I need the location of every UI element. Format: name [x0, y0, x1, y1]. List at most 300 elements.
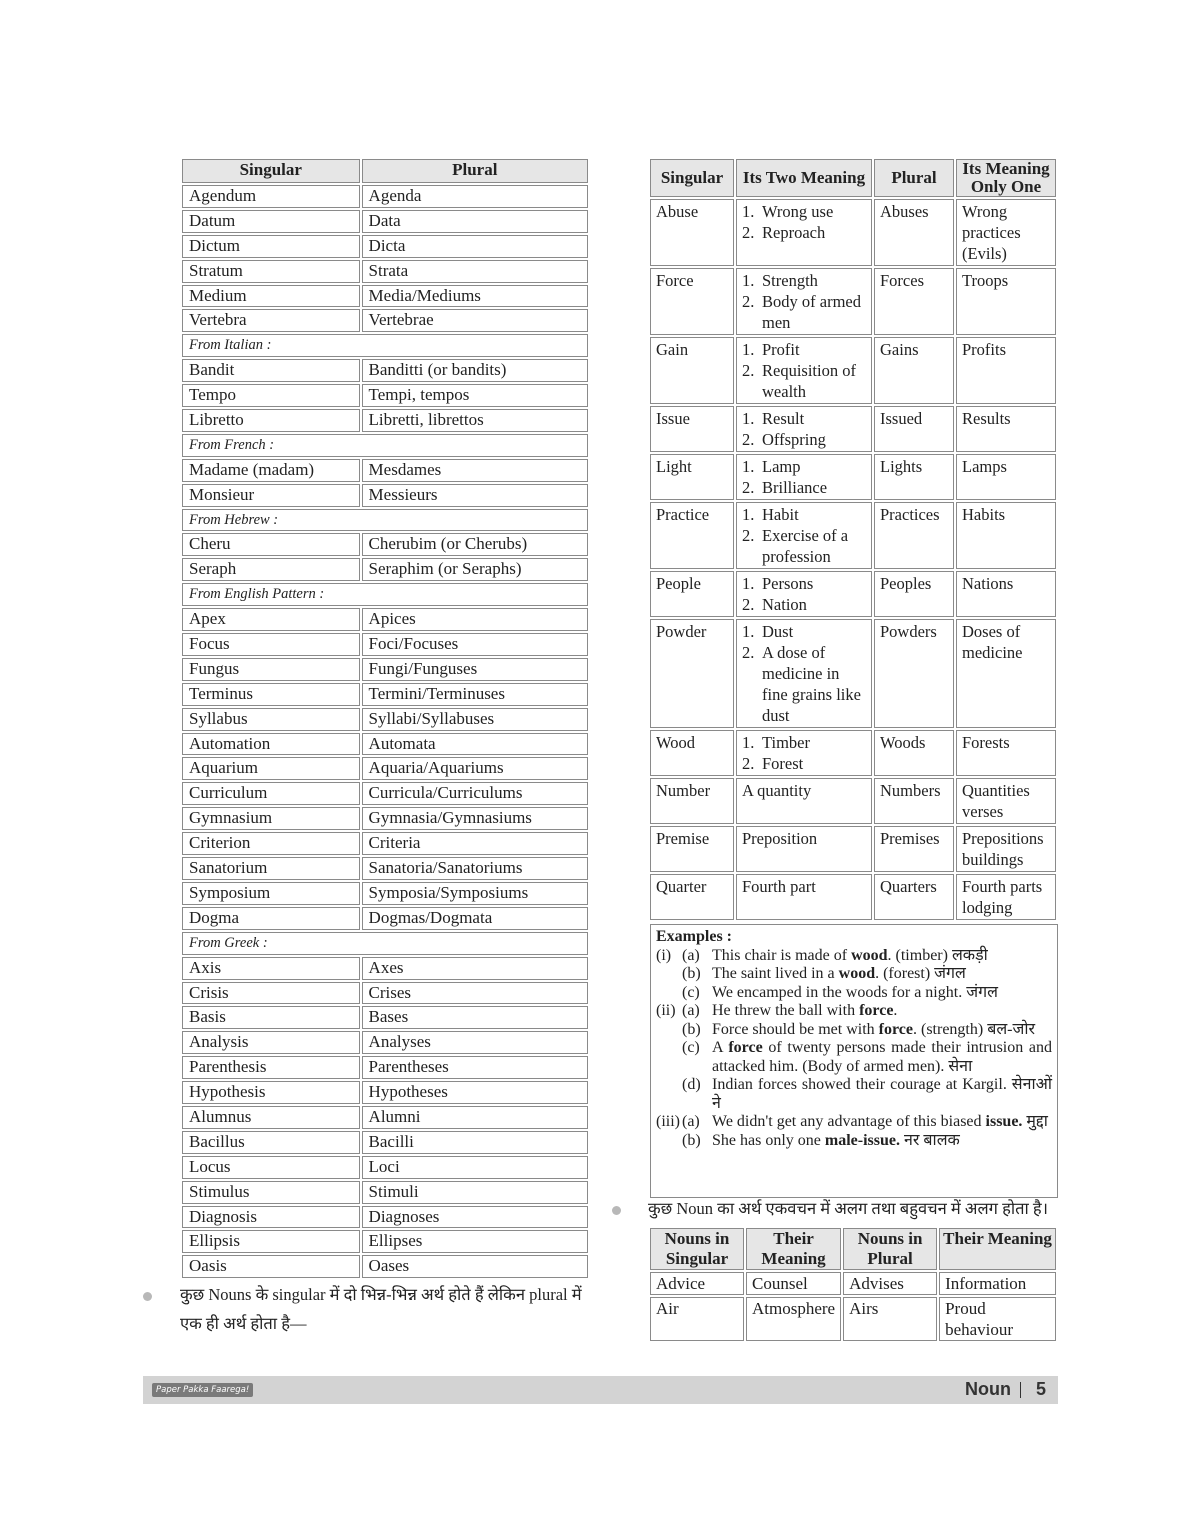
meaning-item — [742, 201, 866, 222]
plural-meaning-cell: Quantities verses — [956, 778, 1056, 824]
plural-cell: Parentheses — [362, 1056, 588, 1079]
meaning-text: Lamp — [762, 457, 801, 476]
column-header-nouns-singular: Nouns in Singular — [650, 1228, 744, 1270]
plural-cell: Crises — [362, 982, 588, 1005]
meanings-list — [742, 621, 866, 726]
example-number — [656, 1021, 682, 1040]
table-row — [182, 260, 588, 283]
meaning-item — [742, 732, 866, 753]
meaning-text: Forest — [762, 754, 804, 773]
plural-meaning-cell: Nations — [956, 571, 1056, 617]
column-header-plural: Plural — [362, 159, 588, 183]
singular-plural-table — [180, 157, 590, 1280]
meanings-cell — [736, 619, 872, 728]
examples-list — [656, 947, 1052, 1151]
table-row — [182, 1081, 588, 1104]
example-text — [712, 1132, 1052, 1151]
table-body — [182, 185, 588, 1278]
table-cell: Air — [650, 1297, 744, 1341]
meanings-list — [742, 504, 866, 567]
singular-cell: Abuse — [650, 199, 734, 266]
table-row — [182, 708, 588, 731]
table-cell: Advice — [650, 1272, 744, 1295]
example-number — [656, 965, 682, 984]
meaning-number: 2. — [742, 478, 755, 497]
table-row — [182, 1255, 588, 1278]
meaning-text: Profit — [762, 340, 800, 359]
singular-cell: Wood — [650, 730, 734, 776]
meaning-item — [742, 525, 866, 567]
table-row — [182, 235, 588, 258]
example-keyword: force — [878, 1020, 913, 1038]
singular-cell: Alumnus — [182, 1106, 360, 1129]
meaning-text: Requisition of wealth — [762, 361, 856, 401]
table-row — [182, 733, 588, 756]
publisher-logo: Paper Pakka Faarega! — [152, 1383, 253, 1397]
plural-cell: Powders — [874, 619, 954, 728]
example-keyword: wood — [838, 965, 876, 982]
meaning-item — [742, 456, 866, 477]
singular-cell: Syllabus — [182, 708, 360, 731]
meanings-list — [742, 201, 866, 243]
example-text — [712, 1021, 1052, 1040]
meaning-number: 1. — [742, 574, 755, 593]
example-text — [712, 984, 1052, 1003]
meaning-item — [742, 573, 866, 594]
singular-cell: Symposium — [182, 882, 360, 905]
meaning-text: Offspring — [762, 430, 826, 449]
plural-cell: Sanatoria/Sanatoriums — [362, 857, 588, 880]
section-label: From English Pattern : — [182, 583, 588, 606]
meaning-text: Body of armed men — [762, 292, 861, 332]
table-row — [182, 608, 588, 631]
table-row — [182, 1230, 588, 1253]
table-cell: Counsel — [746, 1272, 841, 1295]
plural-cell: Axes — [362, 957, 588, 980]
singular-cell: Libretto — [182, 409, 360, 432]
chapter-title: Noun — [965, 1379, 1011, 1399]
table-body — [650, 199, 1056, 920]
table-row — [650, 199, 1056, 266]
example-pre: The saint lived in a — [712, 965, 839, 982]
table-cell: Airs — [843, 1297, 937, 1341]
plural-cell: Libretti, librettos — [362, 409, 588, 432]
plural-cell: Stimuli — [362, 1181, 588, 1204]
meanings-list — [742, 573, 866, 615]
meanings-list — [742, 732, 866, 774]
table-header-row — [650, 1228, 1056, 1270]
example-letter: (b) — [682, 965, 701, 982]
table-row — [182, 285, 588, 308]
plural-meaning-cell: Lamps — [956, 454, 1056, 500]
example-item — [656, 1132, 1052, 1151]
example-keyword: issue. — [985, 1113, 1023, 1130]
column-header-singular: Singular — [182, 159, 360, 183]
meaning-number: 1. — [742, 457, 755, 476]
plural-cell: Premises — [874, 826, 954, 872]
section-label: From Italian : — [182, 334, 588, 357]
example-post: . (strength) बल-जोर — [912, 1020, 1036, 1038]
plural-cell: Media/Mediums — [362, 285, 588, 308]
table-row — [182, 982, 588, 1005]
plural-cell: Foci/Focuses — [362, 633, 588, 656]
table-row — [182, 782, 588, 805]
example-letter: (a) — [682, 1113, 700, 1130]
bullet-icon — [612, 1206, 621, 1215]
example-item — [656, 1039, 1052, 1076]
table-cell: Information — [939, 1272, 1056, 1295]
example-pre: Force should be met with — [712, 1020, 879, 1038]
meaning-text: Habit — [762, 505, 799, 524]
singular-cell: Stratum — [182, 260, 360, 283]
right-note: कुछ Noun का अर्थ एकवचन में अलग तथा बहुवचन में अलग होता है। — [648, 1199, 1048, 1218]
meaning-number: 1. — [742, 202, 755, 221]
section-label: From Hebrew : — [182, 509, 588, 532]
plural-cell: Aquaria/Aquariums — [362, 757, 588, 780]
example-item — [656, 947, 1052, 966]
meaning-number: 2. — [742, 223, 755, 242]
example-keyword: force — [728, 1039, 763, 1056]
singular-cell: Seraph — [182, 558, 360, 581]
table-row — [182, 409, 588, 432]
meaning-text: Persons — [762, 574, 814, 593]
meanings-list — [742, 339, 866, 402]
table-row — [650, 619, 1056, 728]
example-post: मुद्दा — [1022, 1113, 1048, 1130]
example-post: of twenty persons made their intrusion and attacked him. (Body of armed men). सेना — [712, 1039, 1053, 1075]
meaning-item — [742, 429, 866, 450]
singular-cell: People — [650, 571, 734, 617]
singular-cell: Dictum — [182, 235, 360, 258]
example-text — [712, 947, 1052, 966]
plural-cell: Seraphim (or Seraphs) — [362, 558, 588, 581]
meaning-item — [742, 504, 866, 525]
example-item — [656, 1113, 1052, 1132]
table-row — [182, 757, 588, 780]
singular-cell: Oasis — [182, 1255, 360, 1278]
singular-cell: Stimulus — [182, 1181, 360, 1204]
meaning-number: 2. — [742, 361, 755, 380]
plural-meaning-cell: Fourth parts lodging — [956, 874, 1056, 920]
plural-cell: Diagnoses — [362, 1206, 588, 1229]
singular-cell: Parenthesis — [182, 1056, 360, 1079]
table-row — [182, 1206, 588, 1229]
singular-cell: Focus — [182, 633, 360, 656]
meanings-cell: A quantity — [736, 778, 872, 824]
table-row — [182, 857, 588, 880]
table-row — [182, 309, 588, 332]
singular-cell: Apex — [182, 608, 360, 631]
meaning-text: Exercise of a profession — [762, 526, 849, 566]
singular-cell: Datum — [182, 210, 360, 233]
example-letter: (b) — [682, 1131, 701, 1149]
meanings-cell — [736, 730, 872, 776]
table-row — [182, 1131, 588, 1154]
meaning-number: 2. — [742, 754, 755, 773]
plural-cell: Gains — [874, 337, 954, 404]
table-row — [650, 502, 1056, 569]
meaning-item — [742, 222, 866, 243]
singular-cell: Gain — [650, 337, 734, 404]
example-item — [656, 965, 1052, 984]
singular-cell: Hypothesis — [182, 1081, 360, 1104]
meanings-cell — [736, 337, 872, 404]
table-row — [182, 1181, 588, 1204]
plural-meaning-cell: Troops — [956, 268, 1056, 335]
example-pre: We encamped in the woods for a night. जंगल — [712, 983, 998, 1001]
meanings-cell — [736, 268, 872, 335]
singular-cell: Powder — [650, 619, 734, 728]
plural-cell: Tempi, tempos — [362, 384, 588, 407]
meanings-list — [742, 270, 866, 333]
plural-cell: Vertebrae — [362, 309, 588, 332]
table-row — [650, 268, 1056, 335]
meaning-text: Nation — [762, 595, 807, 614]
table-row — [182, 1156, 588, 1179]
singular-cell: Fungus — [182, 658, 360, 681]
meaning-item — [742, 621, 866, 642]
singular-cell: Crisis — [182, 982, 360, 1005]
singular-cell: Premise — [650, 826, 734, 872]
example-post: . — [893, 1002, 898, 1019]
example-pre: He threw the ball with — [712, 1002, 860, 1019]
singular-cell: Dogma — [182, 907, 360, 930]
singular-cell: Bandit — [182, 359, 360, 382]
example-number: (ii) — [656, 1002, 676, 1019]
example-number — [656, 1132, 682, 1151]
meaning-number: 1. — [742, 622, 755, 641]
example-letter: (a) — [682, 1002, 700, 1019]
meaning-text: Wrong use — [762, 202, 834, 221]
singular-cell: Force — [650, 268, 734, 335]
example-keyword: male-issue. — [824, 1131, 900, 1149]
plural-cell: Hypotheses — [362, 1081, 588, 1104]
example-text — [712, 1002, 1052, 1021]
plural-cell: Termini/Terminuses — [362, 683, 588, 706]
left-note: कुछ Nouns के singular में दो भिन्न-भिन्न अर्थ होते हैं लेकिन plural में एक ही अर्थ होता है— — [180, 1285, 582, 1333]
singular-cell: Quarter — [650, 874, 734, 920]
meaning-item — [742, 753, 866, 774]
singular-cell: Sanatorium — [182, 857, 360, 880]
meaning-item — [742, 360, 866, 402]
singular-cell: Ellipsis — [182, 1230, 360, 1253]
section-label: From Greek : — [182, 932, 588, 955]
meaning-text: A dose of medicine in fine grains like dust — [762, 643, 861, 725]
table-row — [182, 533, 588, 556]
singular-cell: Aquarium — [182, 757, 360, 780]
plural-cell: Syllabi/Syllabuses — [362, 708, 588, 731]
singular-cell: Bacillus — [182, 1131, 360, 1154]
meaning-number: 2. — [742, 292, 755, 311]
plural-cell: Cherubim (or Cherubs) — [362, 533, 588, 556]
plural-cell: Data — [362, 210, 588, 233]
column-header-two-meaning: Its Two Meaning — [736, 159, 872, 197]
singular-cell: Issue — [650, 406, 734, 452]
meaning-number: 1. — [742, 505, 755, 524]
bullet-icon — [143, 1292, 152, 1301]
table-row — [182, 633, 588, 656]
plural-cell: Agenda — [362, 185, 588, 208]
table-row — [182, 359, 588, 382]
meaning-item — [742, 408, 866, 429]
example-number: (iii) — [656, 1113, 680, 1130]
table-row — [182, 882, 588, 905]
table-row — [650, 406, 1056, 452]
table-body — [650, 1272, 1056, 1341]
plural-cell: Automata — [362, 733, 588, 756]
meaning-number: 2. — [742, 526, 755, 545]
plural-cell: Curricula/Curriculums — [362, 782, 588, 805]
meaning-number: 1. — [742, 340, 755, 359]
singular-plural-meaning-table — [648, 1226, 1058, 1343]
table-header-row — [650, 159, 1056, 197]
singular-cell: Light — [650, 454, 734, 500]
plural-meaning-cell: Results — [956, 406, 1056, 452]
table-row — [650, 730, 1056, 776]
table-row — [182, 1031, 588, 1054]
example-letter: (d) — [682, 1076, 701, 1093]
table-cell: Advises — [843, 1272, 937, 1295]
meaning-number: 1. — [742, 733, 755, 752]
plural-cell: Dogmas/Dogmata — [362, 907, 588, 930]
singular-cell: Locus — [182, 1156, 360, 1179]
plural-cell: Oases — [362, 1255, 588, 1278]
singular-cell: Basis — [182, 1006, 360, 1029]
meaning-number: 1. — [742, 271, 755, 290]
table-row — [182, 832, 588, 855]
column-header-nouns-plural: Nouns in Plural — [843, 1228, 937, 1270]
plural-cell: Loci — [362, 1156, 588, 1179]
meaning-number: 2. — [742, 643, 755, 662]
plural-meaning-cell: Habits — [956, 502, 1056, 569]
plural-cell: Peoples — [874, 571, 954, 617]
table-row — [182, 683, 588, 706]
example-pre: She has only one — [712, 1131, 825, 1149]
plural-cell: Messieurs — [362, 484, 588, 507]
plural-cell: Criteria — [362, 832, 588, 855]
plural-cell: Woods — [874, 730, 954, 776]
meaning-text: Strength — [762, 271, 818, 290]
page-footer — [143, 1376, 1058, 1404]
meanings-cell — [736, 571, 872, 617]
example-text — [712, 1076, 1052, 1113]
example-item — [656, 1076, 1052, 1113]
plural-meaning-cell: Prepositions buildings — [956, 826, 1056, 872]
plural-cell: Strata — [362, 260, 588, 283]
plural-meaning-cell: Forests — [956, 730, 1056, 776]
table-row — [650, 826, 1056, 872]
meanings-cell — [736, 454, 872, 500]
plural-cell: Alumni — [362, 1106, 588, 1129]
example-post: . (forest) जंगल — [875, 965, 966, 982]
table-row — [182, 1006, 588, 1029]
example-text — [712, 965, 1052, 984]
singular-cell: Vertebra — [182, 309, 360, 332]
column-header-plural: Plural — [874, 159, 954, 197]
table-row — [182, 558, 588, 581]
example-post: . (timber) लकड़ी — [887, 946, 988, 964]
section-label: From French : — [182, 434, 588, 457]
plural-cell: Analyses — [362, 1031, 588, 1054]
example-number — [656, 1039, 682, 1076]
column-header-singular: Singular — [650, 159, 734, 197]
singular-cell: Terminus — [182, 683, 360, 706]
section-row — [182, 334, 588, 357]
table-row — [182, 907, 588, 930]
example-item — [656, 984, 1052, 1003]
meaning-number: 1. — [742, 409, 755, 428]
plural-cell: Banditti (or bandits) — [362, 359, 588, 382]
section-row — [182, 583, 588, 606]
example-letter: (c) — [682, 1039, 700, 1056]
example-text — [712, 1113, 1052, 1132]
meaning-number: 2. — [742, 595, 755, 614]
table-row — [182, 1106, 588, 1129]
table-row — [650, 337, 1056, 404]
plural-cell: Dicta — [362, 235, 588, 258]
meaning-item — [742, 270, 866, 291]
singular-cell: Medium — [182, 285, 360, 308]
table-row — [182, 807, 588, 830]
singular-cell: Axis — [182, 957, 360, 980]
column-header-only-meaning: Its Meaning Only One — [956, 159, 1056, 197]
meanings-list — [742, 408, 866, 450]
examples-box — [650, 924, 1058, 1198]
example-pre: We didn't get any advantage of this biased — [712, 1113, 986, 1130]
example-post: नर बालक — [899, 1131, 960, 1149]
table-row — [182, 185, 588, 208]
meaning-text: Dust — [762, 622, 794, 641]
example-item — [656, 1002, 1052, 1021]
plural-cell: Mesdames — [362, 459, 588, 482]
plural-cell: Abuses — [874, 199, 954, 266]
table-row — [182, 384, 588, 407]
table-cell: Atmosphere — [746, 1297, 841, 1341]
meanings-cell — [736, 199, 872, 266]
singular-cell: Curriculum — [182, 782, 360, 805]
singular-cell: Criterion — [182, 832, 360, 855]
table-row — [182, 957, 588, 980]
plural-cell: Bases — [362, 1006, 588, 1029]
table-row — [650, 874, 1056, 920]
plural-cell: Issued — [874, 406, 954, 452]
meaning-text: Result — [762, 409, 805, 428]
example-keyword: force — [859, 1002, 894, 1019]
footer-divider — [1020, 1382, 1021, 1398]
plural-meaning-cell: Profits — [956, 337, 1056, 404]
singular-cell: Gymnasium — [182, 807, 360, 830]
two-meanings-table — [648, 157, 1058, 922]
singular-cell: Madame (madam) — [182, 459, 360, 482]
table-row — [182, 210, 588, 233]
example-pre: This chair is made of — [712, 946, 852, 964]
table-row — [650, 1272, 1056, 1295]
meaning-item — [742, 291, 866, 333]
column-header-meaning: Their Meaning — [939, 1228, 1056, 1270]
table-cell: Proud behaviour — [939, 1297, 1056, 1341]
plural-cell: Practices — [874, 502, 954, 569]
meaning-text: Timber — [762, 733, 810, 752]
meaning-item — [742, 594, 866, 615]
table-row — [650, 454, 1056, 500]
example-letter: (a) — [682, 946, 700, 964]
plural-cell: Gymnasia/Gymnasiums — [362, 807, 588, 830]
example-item — [656, 1021, 1052, 1040]
singular-cell: Analysis — [182, 1031, 360, 1054]
table-row — [650, 1297, 1056, 1341]
example-number: (i) — [656, 946, 672, 964]
singular-cell: Diagnosis — [182, 1206, 360, 1229]
